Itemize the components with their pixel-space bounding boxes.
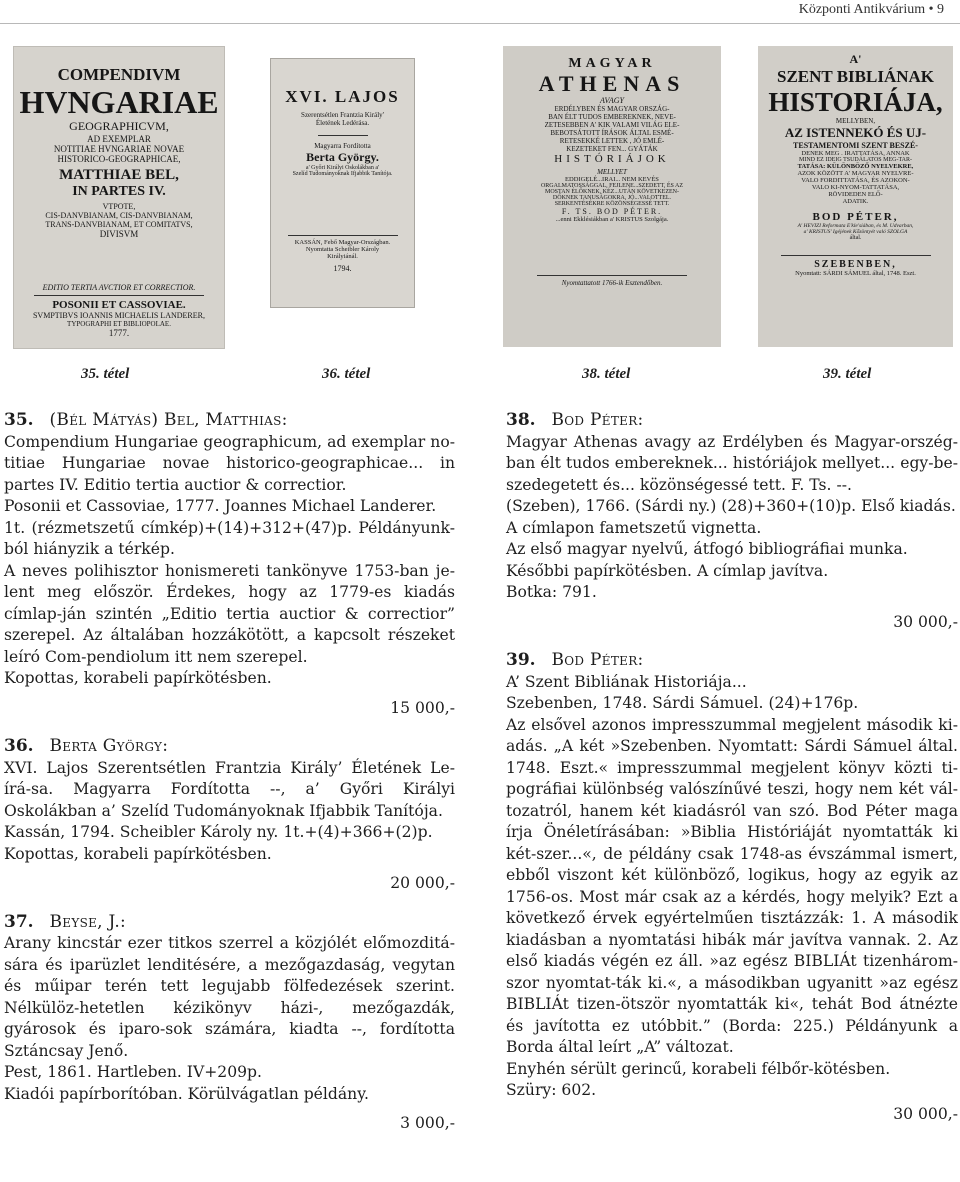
plate-line: GEOGRAPHICVM, — [69, 119, 169, 133]
plate-line: ERDÉLYBEN ÉS MAGYAR ORSZÁG- — [554, 105, 670, 113]
plate-rule — [318, 135, 368, 136]
plate-line: MELLYET — [597, 168, 627, 176]
plate-line: VALO FORDITTATÁSA, ÉS AZOKON- — [801, 177, 910, 184]
plate-line: SVMPTIBVS IOANNIS MICHAELIS LANDERER, — [32, 311, 205, 320]
lot-number: 36. — [4, 736, 34, 756]
plate-rule — [781, 255, 931, 256]
plate-line: IN PARTES IV. — [72, 184, 166, 199]
plate-line: Királyiánál. — [327, 253, 358, 260]
plate-line: Szelíd Tudományoknak Ifjabbik Tanítója. — [292, 171, 393, 177]
plate-line: CIS-DANVBIANAM, CIS-DANVBIANAM, — [45, 211, 193, 220]
lot-number: 38. — [506, 410, 536, 430]
plate-line: ...enni Ekklésiákban a' KRISTUS Szolgája. — [555, 216, 669, 223]
header-rule — [0, 23, 960, 24]
plate-line: MAGYAR — [568, 56, 656, 71]
lot-number: 39. — [506, 650, 536, 670]
plate-rule — [537, 275, 687, 276]
plate-line: COMPENDIVM — [57, 65, 181, 84]
plate-line: TATÁSA: KÜLÖNBÖZŐ NYELVEKRE, — [797, 163, 914, 170]
plate-line: MELLYBEN, — [835, 117, 876, 125]
plate-line: HISTORIÁJA, — [768, 87, 943, 117]
plate-line: a' KRISTUS' Igéjének Kőzöntyét való SZOLGA — [803, 229, 908, 235]
entry-heading — [4, 912, 455, 934]
plate-line: RÖVIDEDEN ELŐ- — [828, 191, 883, 198]
lot-number: 37. — [4, 911, 34, 932]
entry-imprint: (Szeben), 1766. (Sárdi ny.) (28)+360+(10)p. Első kiadás. — [506, 497, 956, 515]
entry-imprint: Posonii et Cassoviae, 1777. Joannes Michael Landerer. — [4, 497, 437, 515]
plate-line: ADATIK. — [842, 198, 869, 205]
entry-title: Arany kincstár ezer titkos szerrel a közjólét előmozditá-sára és iparüzlet lenditésére, a mezőgazdaság, vegytan és műipar terén tett legujabb fölfedezések szerint. Nélkülöz-hetetlen kézikönyv házi-, mezőgazdák, gyárosok és iparo-sok számára, kiadta --, fordította Sztáncsay Jenő. — [4, 934, 455, 1060]
entry-author: Beyse, J.: — [49, 911, 127, 932]
entry-heading — [506, 410, 958, 432]
entry-title: A’ Szent Bibliának Historiája... — [506, 672, 747, 691]
entry-reference: Szüry: 602. — [506, 1081, 597, 1099]
plate-line: POSONII ET CASSOVIAE. — [52, 299, 186, 311]
plate-line: AZOK KÖZÖTT A' MAGYAR NYELVRE- — [797, 170, 914, 177]
entry-title: Compendium Hungariae geographicum, ad exemplar no-titiae Hungariae novae historico-geographicae... in partes IV. Editio tertia auctior & correctior. — [4, 432, 455, 494]
caption-36: 36. tétel — [322, 366, 371, 382]
entry-37 — [4, 912, 455, 1135]
entry-note: Az elsővel azonos impresszummal megjelent második ki-adás. „A két »Szebenben. Nyomtatt: Sárdi Sámuel által. 1748. Eszt.« impresszummal megjelent könyv közti ti-pográfiai különbség valószínűvé teszi, hogy nem két vál-tozatról, hanem két kiadásról van szó. Bod Péter maga írja Önéletírásában: »Biblia Históriáját nyomtatták ki két-szer...«, de példány csak 1748-as évszámmal ismert, ebből viszont két különböző, logikus, hogy az egyik az 1756-os. Most már csak az a kérdés, hogy melyik? Ezt a következő érvek egyértelműen tisztázzák: 1. A második kiadásban a nyomtatási hibák már javítva vannak. 2. Az első kiadás végén ez áll. »az egész BIBLIÁt tizenhárom-szor nyomtat-ták ki.«, a másodikban ugyanitt »az egész BIBLIÁt tizen-ötször nyomtatták ki«, tehát Bod átnézte és javította ez utóbbit.” (Borda: 225.) Példányunk a Borda által leírt „A” változat. — [506, 715, 958, 1056]
plate-line: Nyomtatta Scheibler Károly — [305, 246, 380, 253]
plate-rule — [288, 235, 398, 236]
entry-collation: 1t. (rézmetszetű címkép)+(14)+312+(47)p. Példányunk-ból hiányzik a térkép. — [4, 518, 455, 558]
plate-line: ORGALMATOSSÁGGAL, FEJLENE...SZEDETT, ÉS AZ — [540, 183, 684, 189]
entry-binding: Kiadói papírborítóban. Körülvágatlan példány. — [4, 1084, 369, 1103]
plate-line: EDDIGELÉ...IRAI... NEM KEVÉS — [565, 176, 659, 183]
running-head: Központi Antikvárium • 9 — [798, 2, 944, 17]
left-column — [4, 410, 455, 1152]
entry-price: 3 000,- — [400, 1114, 455, 1132]
entry-note: A címlapon fametszetű vignetta. — [506, 518, 762, 537]
entry-binding: Kopottas, korabeli papírkötésben. — [4, 669, 272, 687]
entry-title: Magyar Athenas avagy az Erdélyben és Magyar-orszég-ban élt tudos embereknek... históriájok mellyet... egy-be-szedegetett és... közönségessé tett. F. Ts. --. — [506, 432, 958, 494]
entry-imprint: Kassán, 1794. Scheibler Károly ny. 1t.+(4)+366+(2)p. — [4, 823, 433, 841]
entry-heading — [506, 650, 958, 672]
plate-line: Szerentsétlen Frantzia Király' — [301, 111, 384, 119]
caption-39: 39. tétel — [823, 366, 872, 382]
plate-line: MOSTAN ÉLŐKNEK, KÉZ...UTÁN KÖVETKEZEN- — [545, 189, 679, 195]
plate-line: BAN ÉLT TUDOS EMBEREKNEK, NEVE- — [548, 113, 676, 121]
entry-note: Az első magyar nyelvű, átfogó bibliográfiai munka. — [506, 540, 908, 558]
plate-line: 1777. — [108, 328, 130, 338]
plate-line: Magyarra Fordította — [314, 142, 371, 150]
plate-line: EDITIO TERTIA AVCTIOR ET CORRECTIOR. — [42, 283, 196, 292]
plate-line: KASSÁN, Febő Magyar-Országban. — [294, 239, 391, 246]
plate-36-title-page — [270, 58, 415, 308]
entry-author: (Bél Mátyás) Bel, Matthias: — [49, 410, 288, 430]
entry-title: XVI. Lajos Szerentsétlen Frantzia Király’ Életének Le-írá-sa. Magyarra Fordította --, a’ Győri Királyi Oskolákban a’ Szelíd Tudományoknak Ifjabbik Tanítója. — [4, 758, 455, 820]
plate-line: A' HEVIZI Reformata E'kle'siában, és M. Udvarban, — [797, 223, 914, 229]
plate-line: AD EXEMPLAR — [87, 134, 151, 144]
plate-line: 1794. — [333, 264, 352, 273]
lot-number: 35. — [4, 410, 34, 430]
entry-38 — [506, 410, 958, 633]
entry-binding: Későbbi papírkötésben. A címlap javítva. — [506, 561, 829, 580]
entry-35 — [4, 410, 455, 719]
plate-line: VTPOTE, — [102, 202, 136, 211]
plate-line: Berta György. — [306, 150, 379, 164]
plate-line: ZETESEBBEN A' KIK VALAMI VILÁG ELE- — [544, 121, 680, 129]
entry-price: 20 000,- — [390, 874, 455, 892]
entry-author: Bod Péter: — [551, 650, 644, 670]
plate-line: KEZETEKET FEN... GYÁTÁK — [566, 145, 658, 153]
plate-line: HISTORICO-GEOGRAPHICAE, — [57, 154, 181, 164]
plate-line: TRANS-DANVBIANAM, ET COMITATVS, — [45, 220, 193, 229]
caption-35: 35. tétel — [81, 366, 130, 382]
entry-heading — [4, 410, 455, 432]
entry-39 — [506, 650, 958, 1125]
entry-binding: Kopottas, korabeli papírkötésben. — [4, 844, 272, 863]
entry-imprint: Pest, 1861. Hartleben. IV+209p. — [4, 1063, 262, 1081]
entry-author: Bod Péter: — [551, 410, 644, 430]
plate-38-title-page — [503, 46, 721, 347]
plate-line: A' — [849, 52, 862, 66]
entry-binding: Enyhén sérült gerincű, korabeli félbőr-kötésben. — [506, 1059, 891, 1078]
plate-line: SERKENTÉSÉKRE KÖZÖNSÉGESSÉ TETT. — [554, 201, 670, 207]
plate-line: HISTÓRIÁJOK — [554, 153, 670, 165]
plate-line: Nyomtatt: SÁRDI SÁMUEL által, 1748. Eszt. — [795, 270, 916, 277]
plate-line: SZEBENBEN, — [814, 259, 897, 270]
entry-heading — [4, 736, 455, 758]
entry-reference: Botka: 791. — [506, 583, 597, 601]
plate-line: Életének Ledérása. — [315, 119, 370, 127]
entry-price: 15 000,- — [390, 698, 455, 717]
entry-imprint: Szebenben, 1748. Sárdi Sámuel. (24)+176p. — [506, 694, 859, 712]
plate-line: DENEK MEG . IRATTATÁSA, ANNAK — [801, 150, 910, 157]
plate-line: AZ ISTENNEKÓ ÉS UJ- — [784, 125, 927, 140]
plate-line: a' Győri Királyi Oskolákban a' — [305, 165, 380, 171]
plate-35-title-page — [13, 46, 225, 349]
plate-rule — [34, 295, 204, 296]
plate-39-title-page — [758, 46, 953, 347]
plate-line: TESTAMENTOMI SZENT BESZÉ- — [793, 141, 918, 150]
plate-line: NOTITIAE HVNGARIAE NOVAE — [53, 144, 185, 154]
entry-price: 30 000,- — [893, 612, 958, 631]
entry-author: Berta György: — [49, 736, 169, 756]
plate-line: F. TS. BOD PÉTER. — [561, 207, 663, 216]
plate-line: DŐKNEK TANUSÁGOKRA, JÓ...VALOTTEL. — [552, 195, 672, 201]
plate-line: XVI. LAJOS — [285, 87, 400, 106]
plate-line: Nyomtattatott 1766-ik Esztendőben. — [561, 279, 663, 287]
plate-line: ATHENAS — [538, 71, 686, 96]
plate-line: SZENT BIBLIÁNAK — [777, 67, 934, 86]
entry-note: A neves polihisztor honismereti tankönyve 1753-ban je-lent meg először. Érdekes, hogy az 1779-es kiadás címlap-ján szintén „Editio tertia auctior & correctior” szerepel. Az általában hozzákötött, a kapcsolt részeket leíró Com-pendiolum itt nem szerepel. — [4, 561, 455, 666]
entry-price: 30 000,- — [893, 1104, 958, 1123]
entry-36 — [4, 736, 455, 895]
right-column — [506, 410, 958, 1142]
plate-line: által. — [849, 235, 862, 241]
plate-line: TYPOGRAPHI ET BIBLIOPOLAE. — [67, 320, 171, 328]
plate-line: MATTHIAE BEL, — [59, 167, 179, 183]
caption-38: 38. tétel — [582, 366, 631, 382]
plate-line: MIND EZ IDEIG TSUDÁLATOS MEG-TAR- — [799, 157, 912, 163]
plate-line: HVNGARIAE — [19, 84, 219, 120]
plate-line: AVAGY — [600, 96, 624, 105]
plate-line: DIVISVM — [99, 229, 139, 239]
plate-line: BOD PÉTER, — [812, 211, 899, 223]
plate-line: RETESEKKÉ LETTEK , JÓ EMLÉ- — [559, 137, 665, 145]
plate-line: BEBOTSÁTOTT ÍRÁSOK ÁLTAL ESMÉ- — [550, 129, 674, 137]
plate-line: VALO KI-NYOM-TATTATÁSA, — [811, 184, 900, 191]
